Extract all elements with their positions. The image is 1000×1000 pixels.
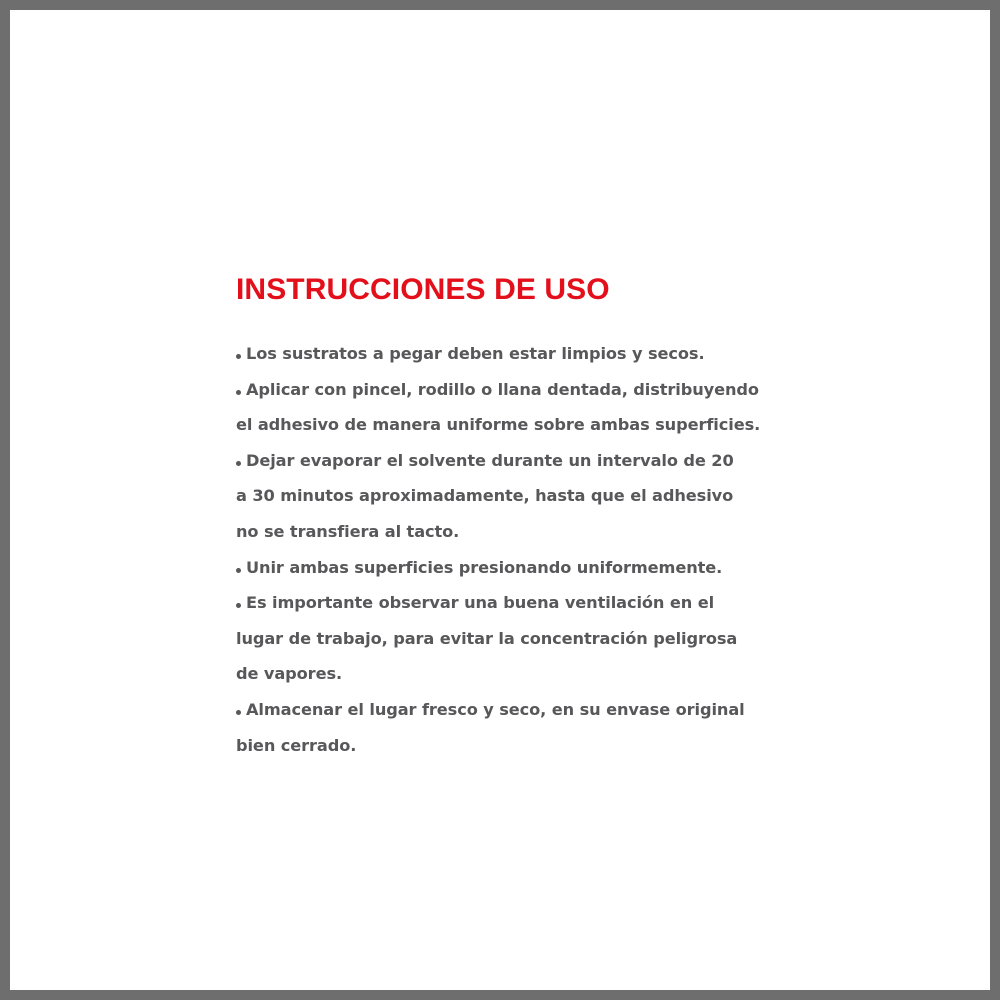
bullet-icon [236,568,241,573]
list-item-text: lugar de trabajo, para evitar la concentración peligrosa [236,628,738,648]
list-item-text: bien cerrado. [236,735,357,755]
bullet-icon [236,603,241,608]
list-item-continuation [236,514,776,550]
list-item-text: Unir ambas superficies presionando uniformemente. [246,557,723,577]
bullet-icon [236,390,241,395]
list-item [236,585,776,621]
list-item-continuation [236,478,776,514]
list-item-text: no se transfiera al tacto. [236,521,460,541]
list-item [236,692,776,728]
list-item [236,372,776,408]
list-item-text: de vapores. [236,664,343,684]
list-item [236,336,776,372]
list-item-text: Almacenar el lugar fresco y seco, en su envase original [246,699,745,719]
list-item-continuation [236,407,776,443]
list-item-continuation [236,728,776,764]
list-item [236,443,776,479]
list-item-text: Los sustratos a pegar deben estar limpios y secos. [246,344,705,363]
list-item-text: el adhesivo de manera uniforme sobre ambas superficies. [236,415,761,435]
bullet-icon [236,461,241,466]
list-item [236,550,776,586]
instructions-list [236,336,776,763]
bullet-icon [236,710,241,715]
list-item-continuation [236,621,776,657]
page-title: INSTRUCCIONES DE USO [236,273,610,306]
list-item-text: Dejar evaporar el solvente durante un intervalo de 20 [246,450,734,470]
list-item-continuation [236,656,776,692]
list-item-text: Es importante observar una buena ventilación en el [246,593,715,613]
list-item-text: a 30 minutos aproximadamente, hasta que el adhesivo [236,486,734,506]
instructions-section [236,272,776,763]
list-item-text: Aplicar con pincel, rodillo o llana dentada, distribuyendo [246,379,759,399]
bullet-icon [236,354,241,359]
